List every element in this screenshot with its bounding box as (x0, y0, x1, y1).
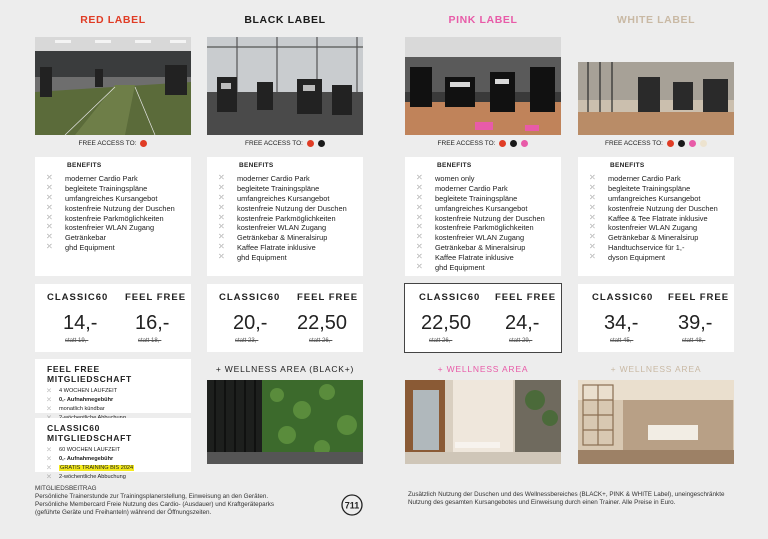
free-access-label: FREE ACCESS TO: (78, 140, 137, 147)
list-item: ⤫ 4 WOCHEN LAUFZEIT (47, 388, 118, 395)
list-item: ⤫ Getränkebar & Mineralsirup (590, 233, 699, 243)
list-item: ⤫ ghd Equipment (219, 252, 287, 262)
list-item: ⤫ women only (417, 174, 475, 184)
price-card-white (578, 284, 734, 352)
list-item: ⤫ begleitete Trainingspläne (417, 193, 518, 203)
footer-heading: MITGLIEDSBEITRAG (35, 485, 97, 492)
svg-text:711: 711 (344, 500, 360, 511)
cross-check-icon: ⤫ (47, 243, 52, 250)
label-dot-pink (689, 140, 696, 147)
plan-label-feel-free: FEEL FREE (495, 292, 557, 303)
cross-check-icon: ⤫ (219, 243, 224, 250)
list-item: ⤫ Kaffee Flatrate inklusive (219, 242, 316, 252)
list-item: ⤫ kostenfreier WLAN Zugang (219, 223, 327, 233)
list-item: ⤫ moderner Cardio Park (417, 184, 508, 194)
old-price-feel-free: statt 48,- (682, 338, 706, 344)
plan-label-feel-free: FEEL FREE (125, 292, 187, 303)
old-price-feel-free: statt 26,- (309, 338, 333, 344)
wellness-photo-black (207, 380, 363, 464)
list-item: ⤫ kostenfreie Nutzung der Duschen (219, 203, 347, 213)
list-item: ⤫ kostenfreie Nutzung der Duschen (417, 213, 545, 223)
cross-check-icon: ⤫ (219, 204, 224, 211)
cross-check-icon: ⤫ (219, 253, 224, 260)
free-access-red (35, 140, 191, 147)
footer-right-text: Zusätzlich Nutzung der Duschen und des Wellnessbereiches (BLACK+, PINK & WHITE Label), uneingeschränkte Nutzung des gesamten Kursangebotes und Einweisung durch einen Trainer. Alle Preise in Euro. (408, 491, 725, 506)
list-item: ⤫ ghd Equipment (47, 242, 115, 252)
benefits-heading: BENEFITS (437, 162, 472, 169)
label-dot-black (678, 140, 685, 147)
price-feel-free: 39,- (678, 312, 713, 334)
plan-label-feel-free: FEEL FREE (297, 292, 359, 303)
cross-check-icon: ⤫ (590, 234, 595, 241)
list-item: ⤫ umfangreiches Kursangebot (417, 203, 528, 213)
label-dot-pink (521, 140, 528, 147)
list-item: ⤫ 0,- Aufnahmegebühr (47, 456, 114, 463)
price-classic: 34,- (604, 312, 639, 334)
label-dot-red (307, 140, 314, 147)
benefits-card-pink (405, 157, 561, 276)
cross-check-icon: ⤫ (47, 397, 52, 404)
label-dot-black (510, 140, 517, 147)
column-title-black: BLACK LABEL (244, 14, 326, 26)
label-dot-white (700, 140, 707, 147)
highlight-badge: GRATIS TRAINING BIS 2024 (60, 464, 134, 471)
cross-check-icon: ⤫ (47, 464, 52, 471)
classic-membership-card (35, 418, 191, 480)
label-dot-red (667, 140, 674, 147)
cross-check-icon: ⤫ (590, 224, 595, 231)
cross-check-icon: ⤫ (219, 214, 224, 221)
list-item: ⤫ 60 WOCHEN LAUFZEIT (47, 447, 121, 454)
wellness-title-white: + WELLNESS AREA (610, 364, 702, 374)
price-classic: 22,50 (421, 312, 472, 334)
price-feel-free: 22,50 (297, 312, 348, 334)
price-feel-free: 24,- (505, 312, 540, 334)
cross-check-icon: ⤫ (417, 204, 422, 211)
column-title-red: RED LABEL (80, 14, 146, 26)
footer-left-text (35, 485, 335, 517)
footer-line: Persönliche Membercard Freie Nutzung des Cardio- (Ausdauer) und Kraftgeräteparks (35, 501, 275, 508)
list-item: ⤫ Getränkebar & Mineralsirup (417, 242, 526, 252)
free-access-white (578, 140, 734, 147)
old-price-feel-free: statt 29,- (509, 338, 533, 344)
list-item: ⤫ kostenfreier WLAN Zugang (590, 223, 698, 233)
cross-check-icon: ⤫ (47, 214, 52, 221)
cross-check-icon: ⤫ (47, 175, 52, 182)
cross-check-icon: ⤫ (417, 175, 422, 182)
cross-check-icon: ⤫ (47, 194, 52, 201)
list-item: ⤫ ghd Equipment (417, 262, 485, 272)
benefits-heading: BENEFITS (610, 162, 645, 169)
column-title-white: WHITE LABEL (616, 14, 696, 26)
label-dot-black (318, 140, 325, 147)
cross-check-icon: ⤫ (219, 175, 224, 182)
price-classic: 14,- (63, 312, 98, 334)
list-item: ⤫ begleitete Trainingspläne (219, 184, 320, 194)
list-item: ⤫ kostenfreie Nutzung der Duschen (47, 203, 175, 213)
footer-line: (geführte Geräte und Freihanteln) während der Öffnungszeiten. (35, 509, 212, 516)
list-item: ⤫ 0,- Aufnahmegebühr (47, 397, 114, 404)
old-price-classic: statt 19,- (65, 338, 89, 344)
old-price-classic: statt 45,- (610, 338, 634, 344)
feel-free-membership-card (35, 359, 191, 413)
free-access-label: FREE ACCESS TO: (245, 140, 303, 147)
list-item: ⤫ Handtuchservice für 1,- (590, 242, 685, 252)
cross-check-icon: ⤫ (417, 194, 422, 201)
plan-label-classic: CLASSIC60 (419, 292, 481, 303)
cross-check-icon: ⤫ (47, 234, 52, 241)
gym-photo-red (35, 37, 191, 135)
gym-photo-pink (405, 37, 561, 135)
list-item: ⤫ umfangreiches Kursangebot (590, 193, 701, 203)
cross-check-icon: ⤫ (219, 194, 224, 201)
label-dot-red (140, 140, 147, 147)
free-access-pink (405, 140, 561, 147)
plan-label-classic: CLASSIC60 (219, 292, 281, 303)
cross-check-icon: ⤫ (590, 204, 595, 211)
list-item: ⤫ kostenfreie Parkmöglichkeiten (417, 223, 534, 233)
benefits-card-white (578, 157, 734, 276)
list-item: ⤫ Getränkebar & Mineralsirup (219, 233, 328, 243)
cross-check-icon: ⤫ (590, 214, 595, 221)
list-item: ⤫ moderner Cardio Park (590, 174, 681, 184)
benefits-heading: BENEFITS (239, 162, 274, 169)
cross-check-icon: ⤫ (417, 185, 422, 192)
price-card-pink (405, 284, 561, 352)
list-item: ⤫ umfangreiches Kursangebot (47, 193, 158, 203)
label-dot-red (499, 140, 506, 147)
cross-check-icon: ⤫ (47, 224, 52, 231)
list-item: ⤫ Kaffee & Tee Flatrate inklusive (590, 213, 708, 223)
price-feel-free: 16,- (135, 312, 170, 334)
cross-check-icon: ⤫ (47, 388, 52, 395)
cross-check-icon: ⤫ (47, 204, 52, 211)
old-price-classic: statt 23,- (235, 338, 259, 344)
cross-check-icon: ⤫ (417, 253, 422, 260)
list-item: ⤫ begleitete Trainingspläne (47, 184, 148, 194)
column-title-pink: PINK LABEL (448, 14, 518, 26)
list-item: ⤫ dyson Equipment (590, 252, 666, 262)
free-access-label: FREE ACCESS TO: (605, 140, 663, 147)
price-classic: 20,- (233, 312, 268, 334)
brand-logo (341, 494, 363, 516)
cross-check-icon: ⤫ (590, 194, 595, 201)
cross-check-icon: ⤫ (590, 175, 595, 182)
free-access-label: FREE ACCESS TO: (437, 140, 496, 147)
benefits-card-red (35, 157, 191, 276)
list-item: ⤫ umfangreiches Kursangebot (219, 193, 330, 203)
cross-check-icon: ⤫ (47, 447, 52, 454)
membership-title: FEEL FREE MITGLIEDSCHAFT (47, 364, 132, 384)
plan-label-classic: CLASSIC60 (592, 292, 654, 303)
wellness-photo-pink (405, 380, 561, 464)
list-item: ⤫ Kaffee Flatrate inklusive (417, 252, 514, 262)
list-item: ⤫ kostenfreie Parkmöglichkeiten (219, 213, 336, 223)
price-card-black (207, 284, 363, 352)
free-access-black (207, 140, 363, 147)
cross-check-icon: ⤫ (417, 234, 422, 241)
wellness-title-black: + WELLNESS AREA (BLACK+) (215, 364, 355, 374)
list-item: ⤫ monatlich kündbar (47, 405, 105, 412)
cross-check-icon: ⤫ (47, 473, 52, 480)
list-item: ⤫ begleitete Trainingspläne (590, 184, 691, 194)
price-card-red (35, 284, 191, 352)
list-item: ⤫ kostenfreie Parkmöglichkeiten (47, 213, 164, 223)
list-item: ⤫ Getränkebar (47, 233, 107, 243)
list-item: ⤫ kostenfreie Nutzung der Duschen (590, 203, 718, 213)
cross-check-icon: ⤫ (590, 185, 595, 192)
gym-photo-black (207, 37, 363, 135)
cross-check-icon: ⤫ (219, 234, 224, 241)
gym-photo-white (578, 37, 734, 135)
list-item (47, 464, 183, 473)
plan-label-classic: CLASSIC60 (47, 292, 109, 303)
list-item: ⤫ kostenfreier WLAN Zugang (417, 233, 525, 243)
cross-check-icon: ⤫ (47, 185, 52, 192)
footer-line: Persönliche Trainerstunde zur Trainingsplanerstellung, Einweisung an den Geräten. (35, 493, 269, 500)
cross-check-icon: ⤫ (590, 243, 595, 250)
cross-check-icon: ⤫ (417, 263, 422, 270)
cross-check-icon: ⤫ (47, 405, 52, 412)
wellness-photo-white (578, 380, 734, 464)
cross-check-icon: ⤫ (219, 185, 224, 192)
cross-check-icon: ⤫ (417, 224, 422, 231)
old-price-feel-free: statt 18,- (138, 338, 162, 344)
list-item: ⤫ moderner Cardio Park (47, 174, 138, 184)
cross-check-icon: ⤫ (47, 456, 52, 463)
plan-label-feel-free: FEEL FREE (668, 292, 730, 303)
list-item: ⤫ 2-wöchentliche Abbuchung (47, 473, 126, 480)
list-item: ⤫ moderner Cardio Park (219, 174, 310, 184)
wellness-title-pink: + WELLNESS AREA (437, 364, 529, 374)
membership-title: CLASSIC60 MITGLIEDSCHAFT (47, 423, 132, 443)
cross-check-icon: ⤫ (417, 243, 422, 250)
benefits-card-black (207, 157, 363, 276)
list-item: ⤫ kostenfreier WLAN Zugang (47, 223, 155, 233)
old-price-classic: statt 26,- (429, 338, 453, 344)
cross-check-icon: ⤫ (219, 224, 224, 231)
cross-check-icon: ⤫ (417, 214, 422, 221)
benefits-heading: BENEFITS (67, 162, 102, 169)
cross-check-icon: ⤫ (590, 253, 595, 260)
